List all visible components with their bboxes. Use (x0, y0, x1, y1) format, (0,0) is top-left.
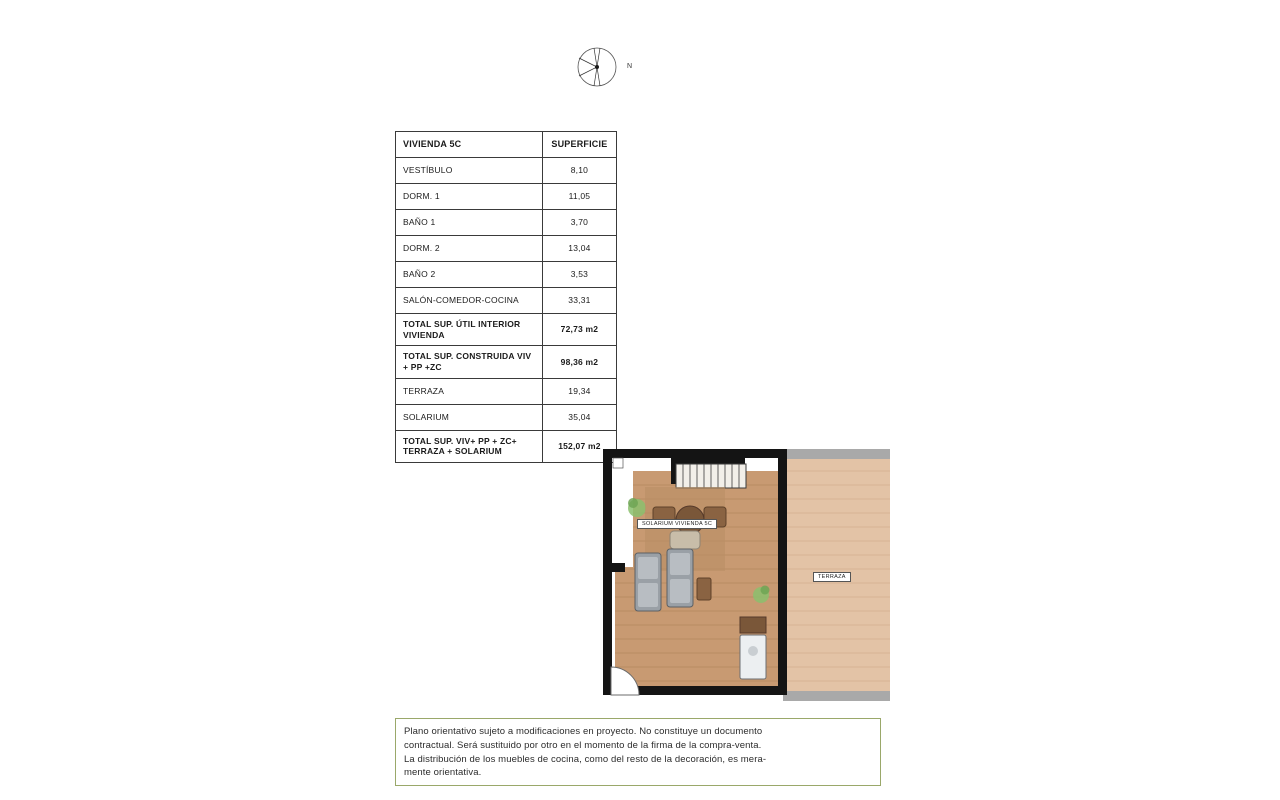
compass-rose-icon (570, 45, 630, 90)
row-value: 152,07 m2 (542, 430, 616, 462)
table-row (396, 210, 617, 236)
solarium-room-label: SOLARIUM VIVIENDA 5C (637, 519, 717, 529)
table-row (396, 236, 617, 262)
disclaimer-line-4: mente orientativa. (404, 767, 482, 779)
table-header-unit: VIVIENDA 5C (396, 132, 543, 158)
row-label: BAÑO 2 (396, 262, 543, 288)
row-label: DORM. 2 (396, 236, 543, 262)
sun-lounger (667, 549, 693, 607)
row-value: 3,53 (542, 262, 616, 288)
surface-table-body (396, 132, 617, 463)
compass-rose (570, 45, 630, 90)
table-header-surface: SUPERFICIE (542, 132, 616, 158)
table-row-total (396, 346, 617, 378)
disclaimer-line-3: La distribución de los muebles de cocina, como del resto de la decoración, es mera- (404, 753, 767, 765)
staircase (676, 464, 746, 488)
parapet-top (783, 449, 890, 459)
row-value: 13,04 (542, 236, 616, 262)
row-label: SALÓN-COMEDOR-COCINA (396, 288, 543, 314)
table-row (396, 158, 617, 184)
side-table (697, 578, 711, 600)
row-value: 72,73 m2 (542, 314, 616, 346)
floor-plan-drawing (575, 445, 900, 705)
floor-plan-svg (575, 445, 900, 705)
parapet-bottom (783, 691, 890, 701)
row-label: VESTÍBULO (396, 158, 543, 184)
table-row (396, 404, 617, 430)
row-value: 35,04 (542, 404, 616, 430)
disclaimer-line-1: Plano orientativo sujeto a modificaciones en proyecto. No constituye un documento (404, 726, 763, 737)
table-row (396, 288, 617, 314)
row-label: TOTAL SUP. CONSTRUIDA VIV + PP +ZC (396, 346, 543, 378)
row-value: 11,05 (542, 184, 616, 210)
outdoor-shower (740, 617, 766, 679)
row-label: TERRAZA (396, 378, 543, 404)
row-value: 3,70 (542, 210, 616, 236)
disclaimer-box (395, 718, 881, 786)
surface-area-table (395, 131, 617, 463)
row-value: 33,31 (542, 288, 616, 314)
disclaimer-line-2: contractual. Será sustituido por otro en el momento de la firma de la compra-venta. (404, 739, 762, 751)
row-value: 8,10 (542, 158, 616, 184)
table-row (396, 378, 617, 404)
table-header-row (396, 132, 617, 158)
row-label: DORM. 1 (396, 184, 543, 210)
row-value: 98,36 m2 (542, 346, 616, 378)
table-row (396, 184, 617, 210)
terraza-room-label: TERRAZA (813, 572, 851, 582)
hatch-opening (613, 458, 623, 468)
sun-lounger (635, 553, 661, 611)
row-label: TOTAL SUP. ÚTIL INTERIOR VIVIENDA (396, 314, 543, 346)
row-label: SOLARIUM (396, 404, 543, 430)
compass-north-label: N (626, 63, 632, 70)
table-row-total (396, 314, 617, 346)
row-label: TOTAL SUP. VIV+ PP + ZC+ TERRAZA + SOLARIUM (396, 430, 543, 462)
table-row (396, 262, 617, 288)
row-label: BAÑO 1 (396, 210, 543, 236)
row-value: 19,34 (542, 378, 616, 404)
